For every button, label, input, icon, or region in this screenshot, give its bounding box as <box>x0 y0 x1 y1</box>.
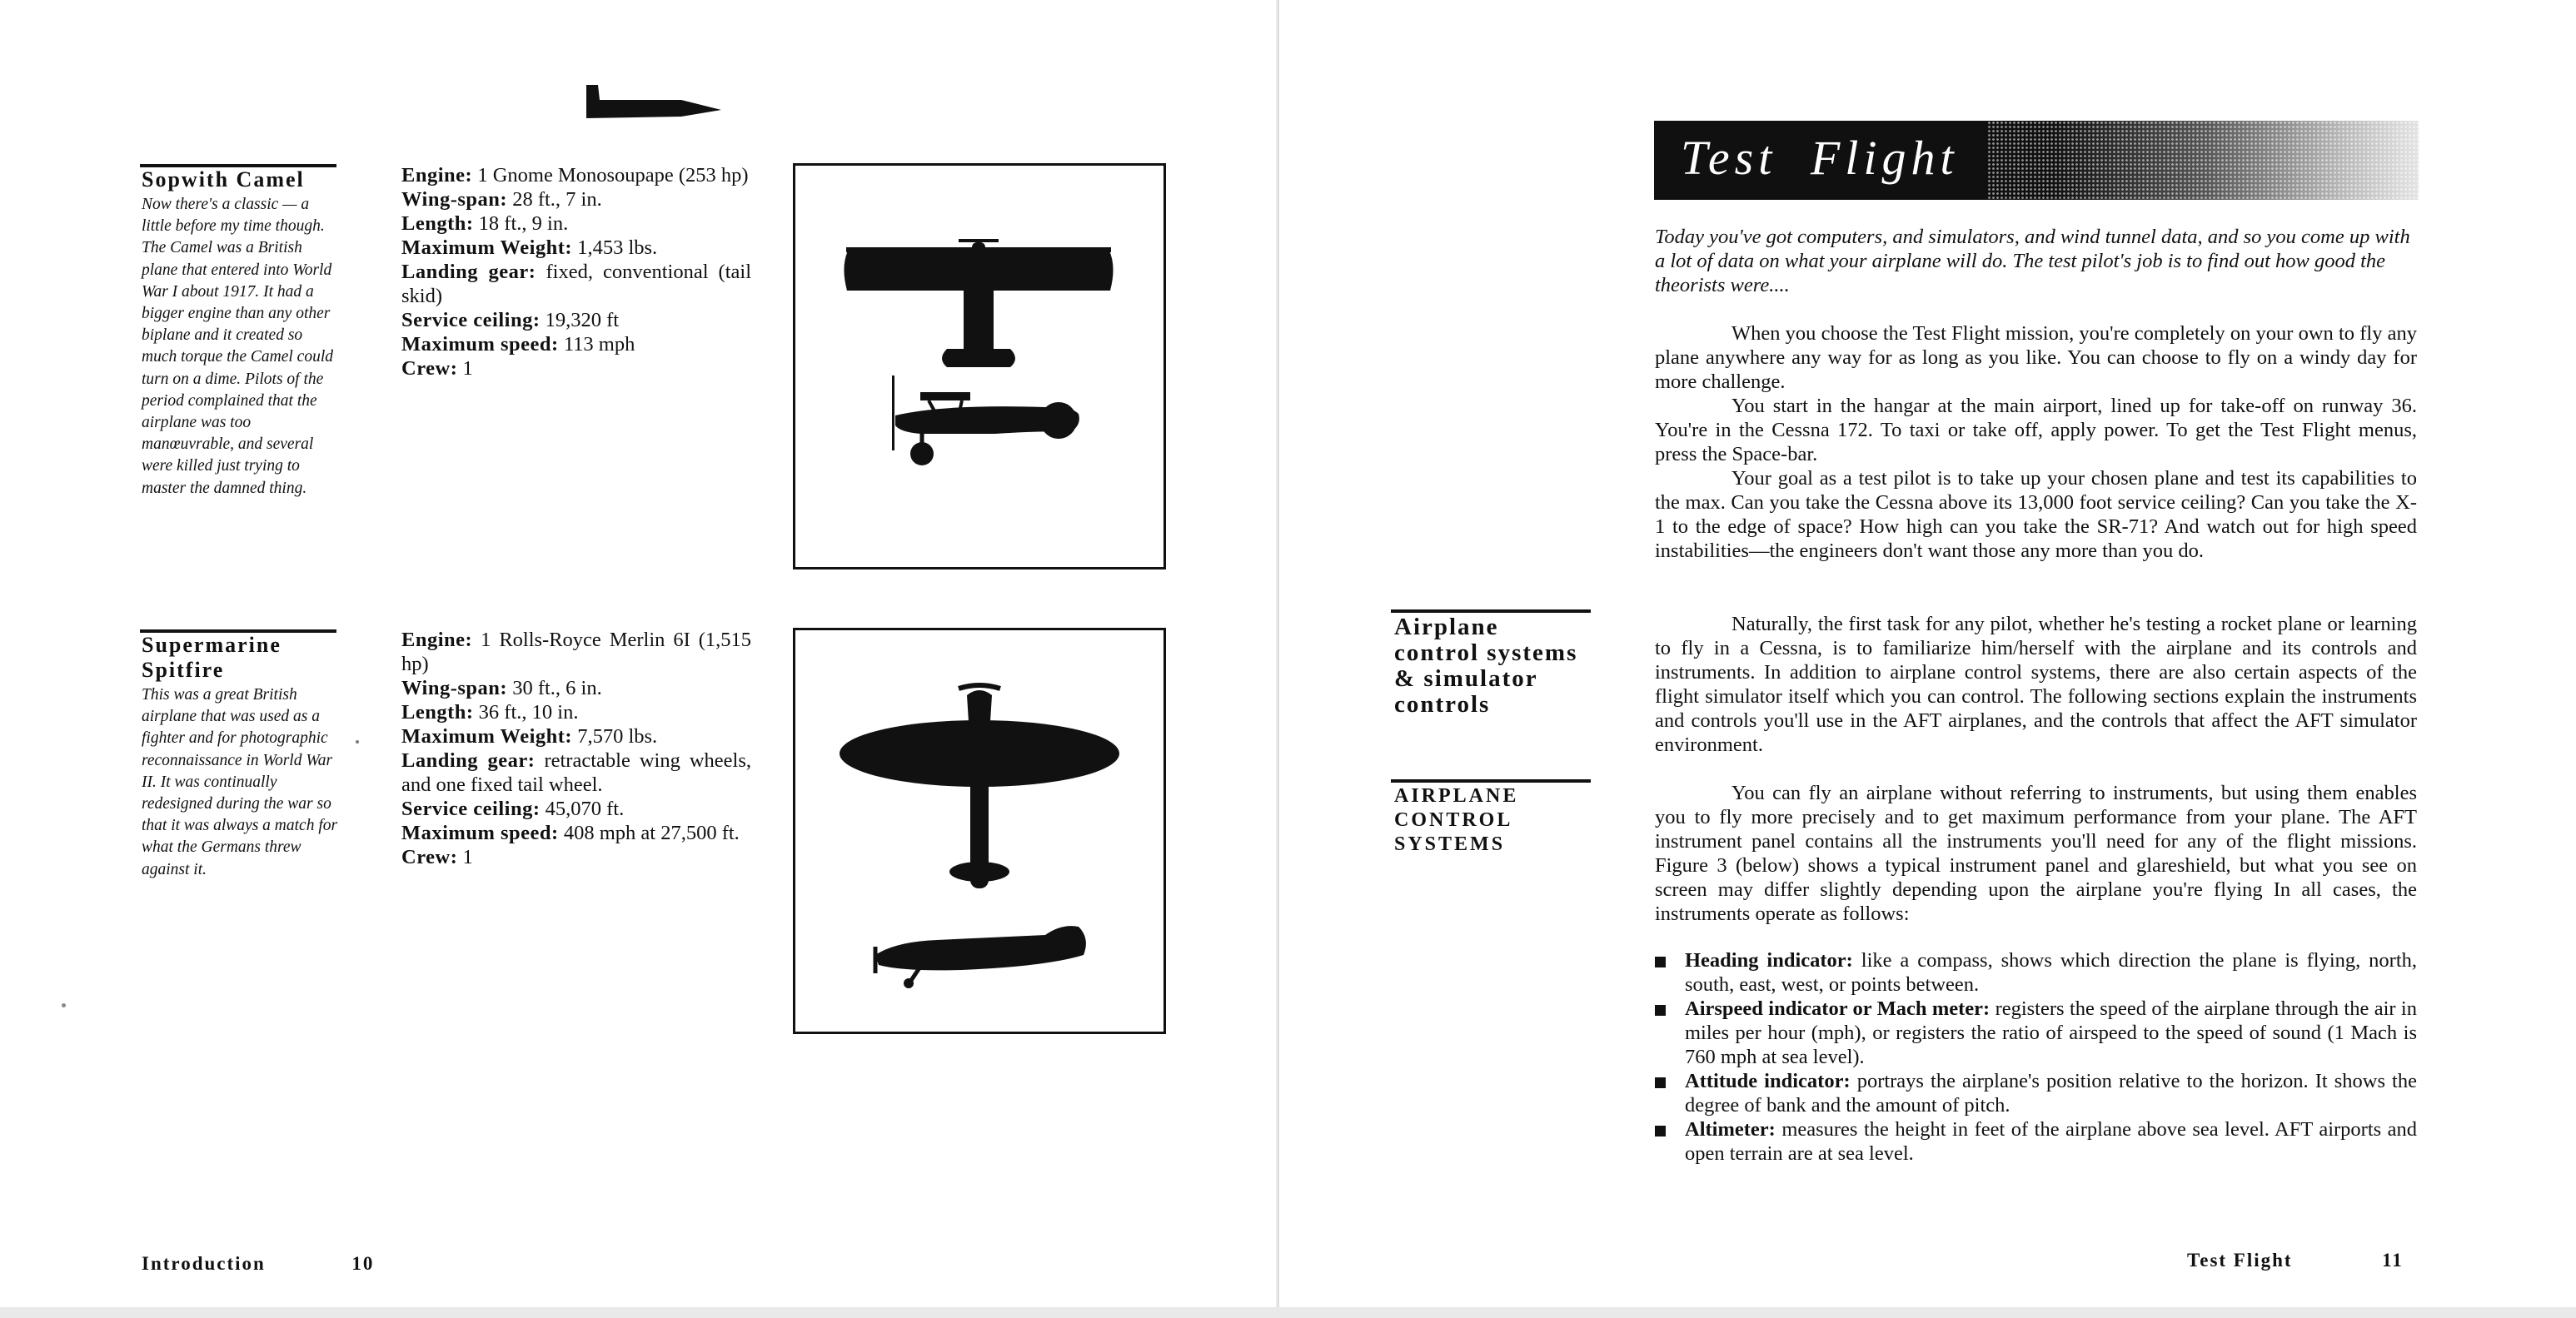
body-section-a <box>1655 321 2417 563</box>
bullet-square-icon <box>1655 957 1666 967</box>
scan-speck <box>62 1003 66 1007</box>
list-item: Altimeter: measures the height in feet of the airplane above sea level. AFT airports and open terrain are at sea level. <box>1655 1117 2417 1166</box>
section-rule <box>1391 609 1591 613</box>
specs-spitfire <box>401 628 751 869</box>
body-paragraph: When you choose the Test Flight mission, you're completely on your own to fly any plane anywhere any way for as long as you like. You can choose to fly on a windy day for more challenge. <box>1655 322 2417 393</box>
spec-row: Length: 18 ft., 9 in. <box>401 212 569 235</box>
list-item: Airspeed indicator or Mach meter: registers the speed of the airplane through the air in miles per hour (mph), or registers the ratio of airspeed to the speed of sound (1 Mach is 760 mph at sea level). <box>1655 997 2417 1069</box>
spec-row: Engine: 1 Gnome Monosoupape (253 hp) <box>401 164 749 187</box>
plane-description: This was a great British airplane that was used as a fighter and for photographic reconnaissance in World War II. It was continually redesigned during the war so that it was always a match for what the Germans threw against it. <box>142 686 338 878</box>
spec-row: Length: 36 ft., 10 in. <box>401 701 579 724</box>
spec-row: Landing gear: fixed, conventional (tail skid) <box>401 261 752 307</box>
subsection-rule <box>1391 779 1591 783</box>
instrument-list <box>1655 948 2417 1166</box>
page-footer-right <box>2187 1249 2404 1272</box>
plane-entry-sopwith <box>142 167 338 500</box>
spec-row: Wing-span: 30 ft., 6 in. <box>401 677 602 699</box>
body-paragraph: You start in the hangar at the main airport, lined up for take-off on runway 36. You're in the Cessna 172. To taxi or take off, apply power. To get the Test Flight menus, press the Space-bar. <box>1655 395 2417 465</box>
page-footer-left <box>142 1252 374 1276</box>
plane-name: Supermarine Spitfire <box>142 633 282 682</box>
sopwith-illustration-frame <box>793 163 1166 569</box>
list-item: Attitude indicator: portrays the airplane's position relative to the horizon. It shows the degree of bank and the amount of pitch. <box>1655 1069 2417 1117</box>
spec-row: Maximum Weight: 7,570 lbs. <box>401 725 658 748</box>
body-paragraph: Naturally, the first task for any pilot, whether he's testing a rocket plane or learning to fly in a Cessna, is to familiarize him/herself with the airplane and its controls and instruments. In addition to airplane control systems, there are also certain aspects of the flight simulator itself which you can control. The following sections explain the instruments and controls you'll use in the AFT airplanes, and the controls that affect the AFT simulator environment. <box>1655 613 2417 756</box>
title-banner-halftone <box>1987 121 2419 200</box>
left-page <box>0 0 1279 1318</box>
spec-row: Maximum Weight: 1,453 lbs. <box>401 236 658 259</box>
footer-section-name: Introduction <box>142 1253 266 1274</box>
page-number: 10 <box>351 1253 375 1274</box>
spec-row: Maximum speed: 408 mph at 27,500 ft. <box>401 822 740 844</box>
spec-row: Service ceiling: 19,320 ft <box>401 309 620 331</box>
supermarine-spitfire-silhouette-icon <box>795 630 1163 1032</box>
spec-row: Landing gear: retractable wing wheels, and one fixed tail wheel. <box>401 749 752 796</box>
subsection-heading: AIRPLANE CONTROL SYSTEMS <box>1394 785 1519 855</box>
spec-row: Engine: 1 Rolls-Royce Merlin 6I (1,515 hp) <box>401 629 751 675</box>
page-title: Test Flight <box>1681 131 1959 185</box>
jet-silhouette-icon <box>581 80 728 125</box>
plane-name: Sopwith Camel <box>142 167 305 191</box>
footer-section-name: Test Flight <box>2187 1250 2293 1271</box>
body-paragraph: Your goal as a test pilot is to take up your chosen plane and test its capabilities to the max. Can you take the Cessna above its 13,000 foot service ceiling? Can you take the X-1 to the edge of space? How high can you take the SR-71? And watch out for high speed instabilities—the engineers don't want those any more than you do. <box>1655 467 2417 562</box>
bullet-square-icon <box>1655 1077 1666 1088</box>
sopwith-camel-silhouette-icon <box>795 166 1163 567</box>
page-number: 11 <box>2382 1250 2404 1271</box>
plane-description: Now there's a classic — a little before my time though. The Camel was a British plane that entered into World War I about 1917. It had a bigger engine than any other biplane and it created so much torque the Camel could turn on a dime. Pilots of the period complained that the airplane was too manœuvrable, and several were killed just trying to master the damned thing. <box>142 196 333 497</box>
plane-entry-spitfire <box>142 633 338 881</box>
spec-row: Crew: 1 <box>401 846 473 868</box>
list-item: Heading indicator: like a compass, shows which direction the plane is flying, north, south, east, west, or points between. <box>1655 948 2417 997</box>
bullet-square-icon <box>1655 1126 1666 1136</box>
spitfire-illustration-frame <box>793 628 1166 1034</box>
bullet-square-icon <box>1655 1005 1666 1016</box>
spec-row: Maximum speed: 113 mph <box>401 333 635 356</box>
spec-row: Service ceiling: 45,070 ft. <box>401 798 625 820</box>
section-heading: Airplane control systems & simulator controls <box>1394 614 1578 718</box>
body-paragraph: You can fly an airplane without referring to instruments, but using them enables you to fly more precisely and to get maximum performance from your plane. The AFT instrument panel contains all the instruments you'll need for any of the flight missions. Figure 3 (below) shows a typical instrument panel and glareshield, but what you see on screen may differ slightly depending upon the airplane you're flying In all cases, the instruments operate as follows: <box>1655 782 2417 925</box>
spec-row: Wing-span: 28 ft., 7 in. <box>401 188 602 211</box>
scan-bottom-edge <box>0 1307 2576 1318</box>
intro-text: Today you've got computers, and simulators, and wind tunnel data, and so you come up with a lot of data on what your airplane will do. The test pilot's job is to find out how good the theorists were.... <box>1655 226 2410 296</box>
scan-speck <box>356 740 359 744</box>
spec-row: Crew: 1 <box>401 357 473 380</box>
specs-sopwith <box>401 163 751 380</box>
